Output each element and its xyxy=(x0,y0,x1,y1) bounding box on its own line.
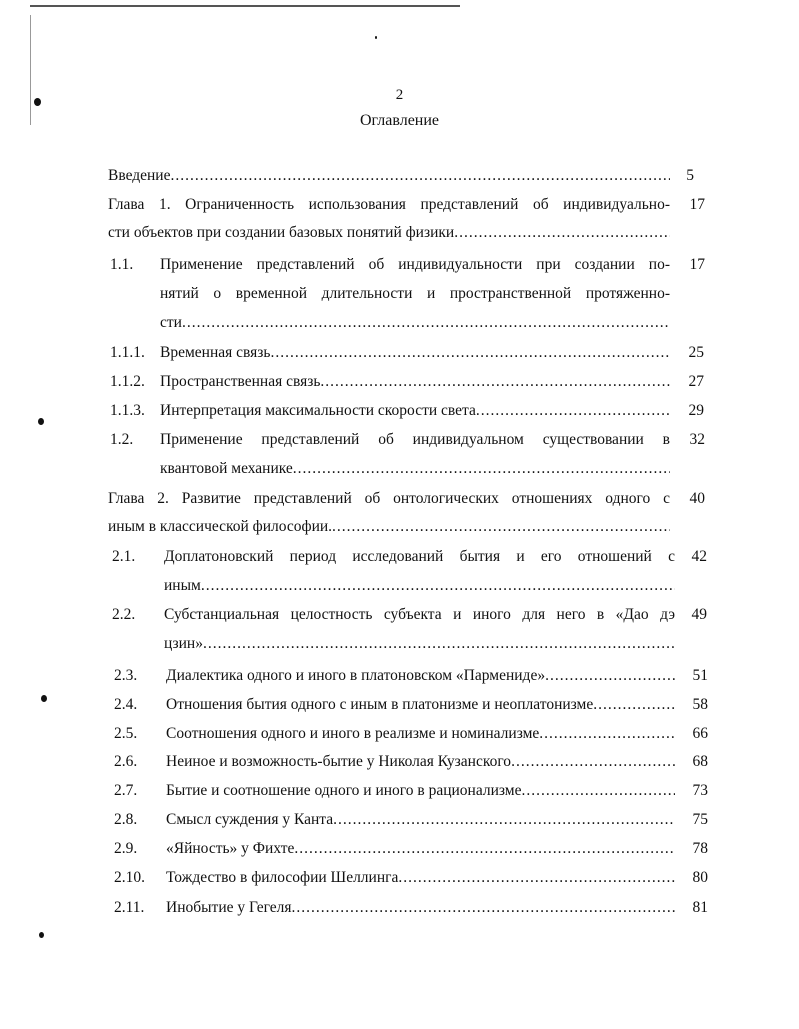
dot-leader xyxy=(203,629,675,658)
toc-entry-title: Тождество в философии Шеллинга xyxy=(166,869,399,886)
toc-section-number: 1.1.2. xyxy=(110,373,145,390)
toc-page-number: 40 xyxy=(689,490,705,507)
toc-entry-title: Интерпретация максимальности скорости света xyxy=(160,402,476,419)
toc-section-number: 2.2. xyxy=(112,606,136,623)
dot-leader xyxy=(398,863,675,892)
toc-entry-title-line: Глава 2. Развитие представлений об онтологических отношениях одного с xyxy=(108,490,670,507)
dot-leader xyxy=(511,747,675,776)
toc-page-number: 27 xyxy=(688,373,704,390)
toc-page-number: 25 xyxy=(688,344,704,361)
toc-section-number: 2.3. xyxy=(114,667,138,684)
dot-leader xyxy=(539,719,675,748)
toc-page-number: 17 xyxy=(689,256,705,273)
toc-page-number: 81 xyxy=(692,899,708,916)
toc-section-number: 2.7. xyxy=(114,782,138,799)
toc-entry-title-line: цзин» xyxy=(164,635,203,652)
page-number: 2 xyxy=(395,87,404,103)
toc-entry-title: «Яйность» у Фихте xyxy=(166,840,295,857)
toc-page-number: 51 xyxy=(692,667,708,684)
dot-leader xyxy=(332,512,670,541)
toc-page-number: 5 xyxy=(686,167,694,184)
toc-entry-title-line: Доплатоновский период исследований бытия и его отношений с xyxy=(164,548,675,565)
toc-section-number: 1.1. xyxy=(110,256,134,273)
toc-entry-title: Временная связь xyxy=(160,344,271,361)
dot-leader xyxy=(182,308,670,337)
toc-section-number: 2.10. xyxy=(114,869,145,886)
toc-page-number: 17 xyxy=(689,196,705,213)
toc-section-number: 1.1.1. xyxy=(110,344,145,361)
toc-entry-title: Смысл суждения у Канта xyxy=(166,811,334,828)
toc-page-number: 42 xyxy=(691,548,707,565)
toc-page-number: 80 xyxy=(692,869,708,886)
toc-section-number: 2.5. xyxy=(114,725,138,742)
dot-leader xyxy=(476,396,670,425)
toc-section-number: 2.11. xyxy=(114,899,145,916)
toc-entry-title-line: иным в классической философии. xyxy=(108,518,333,535)
toc-page-number: 75 xyxy=(692,811,708,828)
toc-section-number: 2.8. xyxy=(114,811,138,828)
dot-leader xyxy=(292,893,675,922)
toc-entry-title: Инобытие у Гегеля xyxy=(166,899,292,916)
dot-leader xyxy=(454,218,670,247)
toc-section-number: 2.6. xyxy=(114,753,138,770)
dot-leader xyxy=(201,571,675,600)
toc-entry-title-line: Применение представлений об индивидуальном существовании в xyxy=(160,431,670,448)
toc-entry-title-line: нятий о временной длительности и пространственной протяженно- xyxy=(160,285,670,302)
toc-entry-title-line: Глава 1. Ограниченность использования представлений об индивидуально- xyxy=(108,196,670,213)
dot-leader xyxy=(270,338,670,367)
toc-page-number: 68 xyxy=(692,753,708,770)
page-title: Оглавление xyxy=(359,112,440,129)
toc-entry-title-line: сти объектов при создании базовых понятий физики xyxy=(108,224,455,241)
toc-page-number: 73 xyxy=(692,782,708,799)
toc-entry-title: Бытие и соотношение одного и иного в рационализме xyxy=(166,782,522,799)
toc-section-number: 1.1.3. xyxy=(110,402,145,419)
toc-entry-title: Неиное и возможность-бытие у Николая Кузанского xyxy=(166,753,512,770)
toc-entry-title: Отношения бытия одного с иным в платонизме и неоплатонизме xyxy=(166,696,594,713)
toc-page-number: 66 xyxy=(692,725,708,742)
toc-page-number: 49 xyxy=(691,606,707,623)
toc-entry-title-line: сти xyxy=(160,314,182,331)
dot-leader xyxy=(294,834,675,863)
toc-entry-title-line: квантовой механике xyxy=(160,460,293,477)
dot-leader xyxy=(170,161,670,190)
toc-entry-title: Диалектика одного и иного в платоновском «Пармениде» xyxy=(166,667,546,684)
dot-leader xyxy=(293,454,670,483)
dot-leader xyxy=(333,805,675,834)
dot-leader xyxy=(593,690,675,719)
toc-entry-title: Введение xyxy=(108,167,171,184)
toc-page-number: 32 xyxy=(689,431,705,448)
toc-page-number: 58 xyxy=(692,696,708,713)
dot-leader xyxy=(522,776,676,805)
dot-leader xyxy=(545,661,675,690)
toc-entry-title: Пространственная связь xyxy=(160,373,321,390)
toc-page-number: 78 xyxy=(692,840,708,857)
dot-leader xyxy=(320,367,670,396)
toc-section-number: 2.1. xyxy=(112,548,136,565)
toc-entry-title-line: Субстанциальная целостность субъекта и иного для него в «Дао дэ xyxy=(164,606,675,623)
toc-section-number: 2.9. xyxy=(114,840,138,857)
toc-entry-title: Соотношения одного и иного в реализме и номинализме xyxy=(166,725,540,742)
toc-entry-title-line: иным xyxy=(164,577,201,594)
toc-section-number: 1.2. xyxy=(110,431,134,448)
toc-page-number: 29 xyxy=(688,402,704,419)
toc-section-number: 2.4. xyxy=(114,696,138,713)
toc-entry-title-line: Применение представлений об индивидуальности при создании по- xyxy=(160,256,670,273)
